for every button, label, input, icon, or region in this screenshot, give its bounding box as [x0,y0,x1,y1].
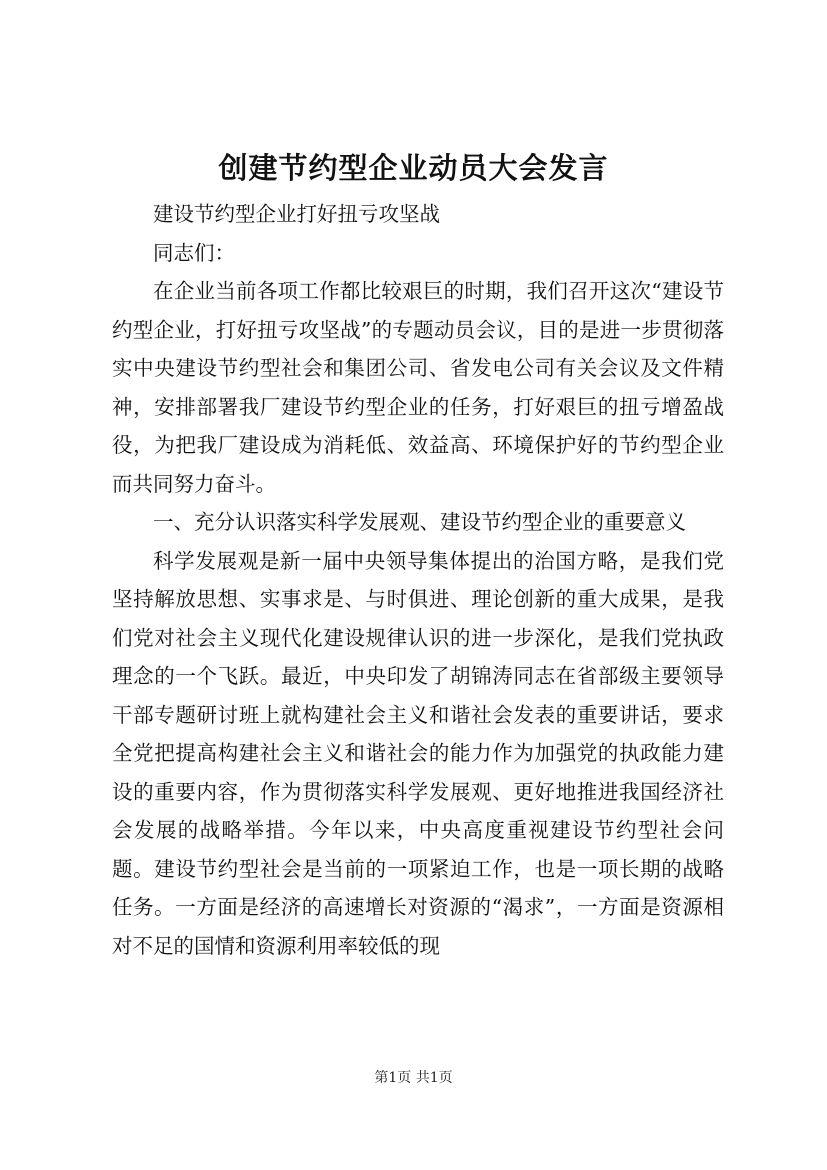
salutation-paragraph: 同志们： [153,240,235,265]
section-heading: 一、充分认识落实科学发展观、建设节约型企业的重要意义 [153,510,686,534]
subtitle-paragraph: 建设节约型企业打好扭亏攻坚战 [153,202,440,226]
page-number-label: 第1页 共1页 [374,1070,453,1086]
page-footer [0,1068,827,1088]
body-paragraph: 在企业当前各项工作都比较艰巨的时期，我们召开这次“建设节约型企业，打好扭亏攻坚战”的专题动员会议，目的是进一步贯彻落实中央建设节约型社会和集团公司、省发电公司有关会议及文件精神，安排部署我厂建设节约型企业的任务，打好艰巨的扭亏增盈战役，为把我厂建设成为消耗低、效益高、环境保护好的节约型企业而共同努力奋斗。 [112,279,724,496]
body-paragraph: 科学发展观是新一届中央领导集体提出的治国方略，是我们党坚持解放思想、实事求是、与时俱进、理论创新的重大成果，是我们党对社会主义现代化建设规律认识的进一步深化，是我们党执政理念的一个飞跃。最近，中央印发了胡锦涛同志在省部级主要领导干部专题研讨班上就构建社会主义和谐社会发表的重要讲话，要求全党把提高构建社会主义和谐社会的能力作为加强党的执政能力建设的重要内容，作为贯彻落实科学发展观、更好地推进我国经济社会发展的战略举措。今年以来，中央高度重视建设节约型社会问题。建设节约型社会是当前的一项紧迫工作，也是一项长期的战略任务。一方面是经济的高速增长对资源的“渴求”，一方面是资源相对不足的国情和资源利用率较低的现 [112,548,724,958]
document-body [112,195,724,965]
document-title: 创建节约型企业动员大会发言 [218,151,609,185]
